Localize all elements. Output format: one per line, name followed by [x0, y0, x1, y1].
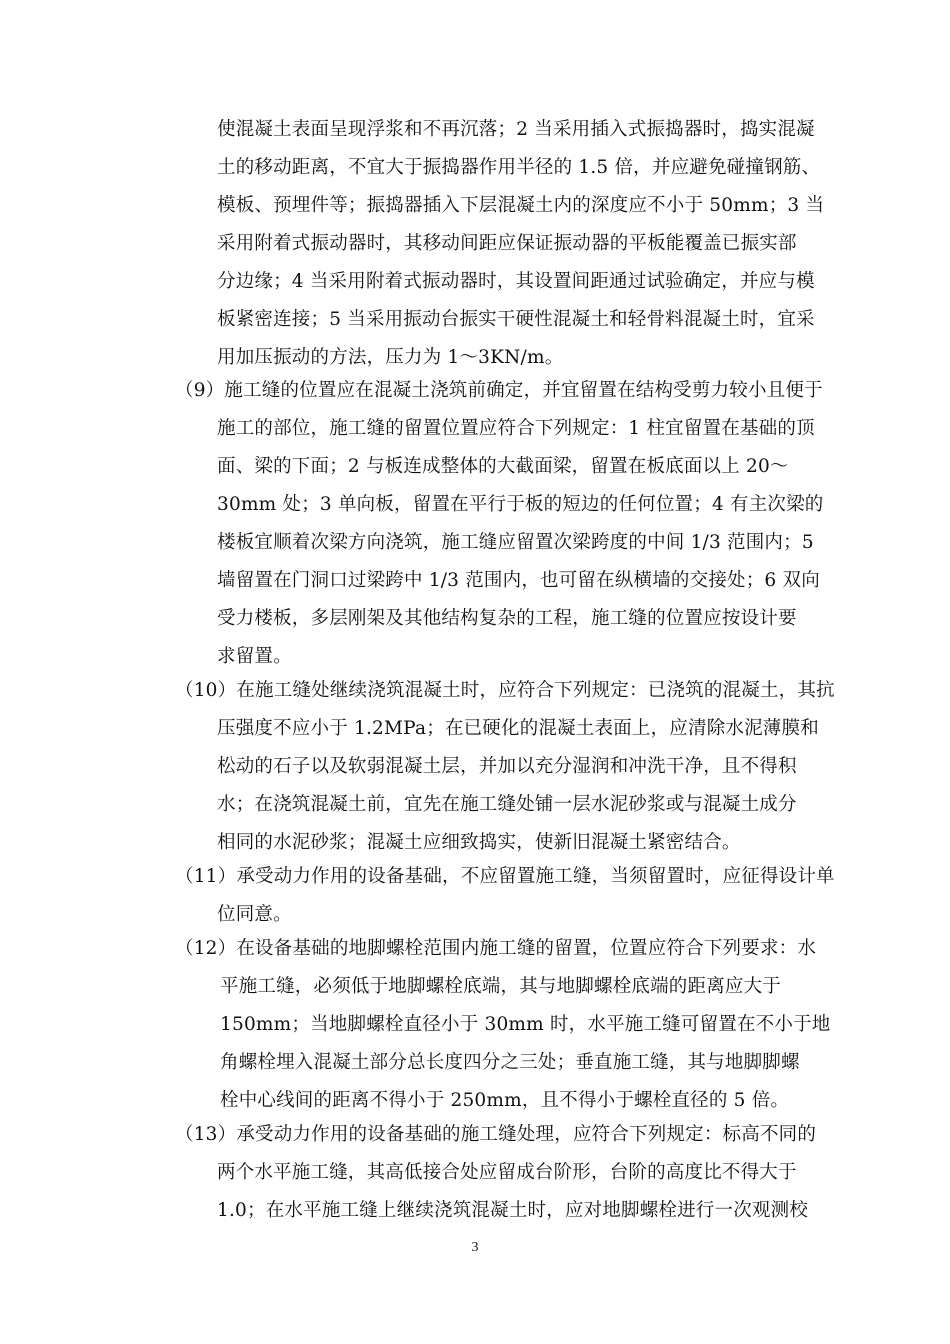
item-9-first-line: （9）施工缝的位置应在混凝土浇筑前确定，并宜留置在结构受剪力较小且便于 [175, 380, 823, 401]
text-line: 施工的部位，施工缝的留置位置应符合下列规定：1 柱宜留置在基础的顶 [217, 418, 815, 439]
text-line: 位同意。 [217, 904, 292, 925]
text-line: 分边缘；4 当采用附着式振动器时，其设置间距通过试验确定，并应与模 [217, 271, 815, 292]
text-line: 板紧密连接；5 当采用振动台振实干硬性混凝土和轻骨料混凝土时，宜采 [217, 309, 815, 330]
text-line: 150mm；当地脚螺栓直径小于 30mm 时，水平施工缝可留置在不小于地 [220, 1014, 831, 1035]
text-line: 受力楼板，多层刚架及其他结构复杂的工程，施工缝的位置应按设计要 [217, 608, 797, 629]
text-line: 模板、预埋件等；振捣器插入下层混凝土内的深度应不小于 50mm；3 当 [217, 195, 825, 216]
text-line: 角螺栓埋入混凝土部分总长度四分之三处；垂直施工缝，其与地脚脚螺 [220, 1052, 800, 1073]
text-line: 使混凝土表面呈现浮浆和不再沉落；2 当采用插入式振捣器时，捣实混凝 [217, 119, 815, 140]
text-line: 用加压振动的方法，压力为 1～3KN/m。 [217, 347, 564, 368]
text-line: 采用附着式振动器时，其移动间距应保证振动器的平板能覆盖已振实部 [217, 233, 797, 254]
text-line: 土的移动距离，不宜大于振捣器作用半径的 1.5 倍，并应避免碰撞钢筋、 [217, 157, 821, 178]
text-line: 压强度不应小于 1.2MPa；在已硬化的混凝土表面上，应清除水泥薄膜和 [217, 718, 819, 739]
item-10-first-line: （10）在施工缝处继续浇筑混凝土时，应符合下列规定：已浇筑的混凝土，其抗 [175, 680, 835, 701]
text-line: 楼板宜顺着次梁方向浇筑，施工缝应留置次梁跨度的中间 1/3 范围内；5 [217, 532, 814, 553]
item-13-first-line: （13）承受动力作用的设备基础的施工缝处理，应符合下列规定：标高不同的 [175, 1124, 817, 1145]
text-line: 1.0；在水平施工缝上继续浇筑混凝土时，应对地脚螺栓进行一次观测校 [217, 1200, 809, 1221]
text-line: 面、梁的下面；2 与板连成整体的大截面梁，留置在板底面以上 20～ [217, 456, 789, 477]
text-line: 30mm 处；3 单向板，留置在平行于板的短边的任何位置；4 有主次梁的 [217, 494, 824, 515]
text-line: 水；在浇筑混凝土前，宜先在施工缝处铺一层水泥砂浆或与混凝土成分 [217, 794, 797, 815]
page-number: 3 [471, 1240, 479, 1255]
text-line: 相同的水泥砂浆；混凝土应细致捣实，使新旧混凝土紧密结合。 [217, 832, 741, 853]
text-line: 栓中心线间的距离不得小于 250mm，且不得小于螺栓直径的 5 倍。 [220, 1090, 790, 1111]
item-12-first-line: （12）在设备基础的地脚螺栓范围内施工缝的留置，位置应符合下列要求：水 [175, 938, 817, 959]
text-line: 两个水平施工缝，其高低接合处应留成台阶形，台阶的高度比不得大于 [217, 1162, 797, 1183]
text-line: 墙留置在门洞口过梁跨中 1/3 范围内，也可留在纵横墙的交接处；6 双向 [217, 570, 820, 591]
text-line: 松动的石子以及软弱混凝土层，并加以充分湿润和冲洗干净，且不得积 [217, 756, 797, 777]
item-11-first-line: （11）承受动力作用的设备基础，不应留置施工缝，当须留置时，应征得设计单 [175, 866, 835, 887]
text-line: 平施工缝，必须低于地脚螺栓底端，其与地脚螺栓底端的距离应大于 [220, 976, 782, 997]
text-line: 求留置。 [217, 646, 292, 667]
